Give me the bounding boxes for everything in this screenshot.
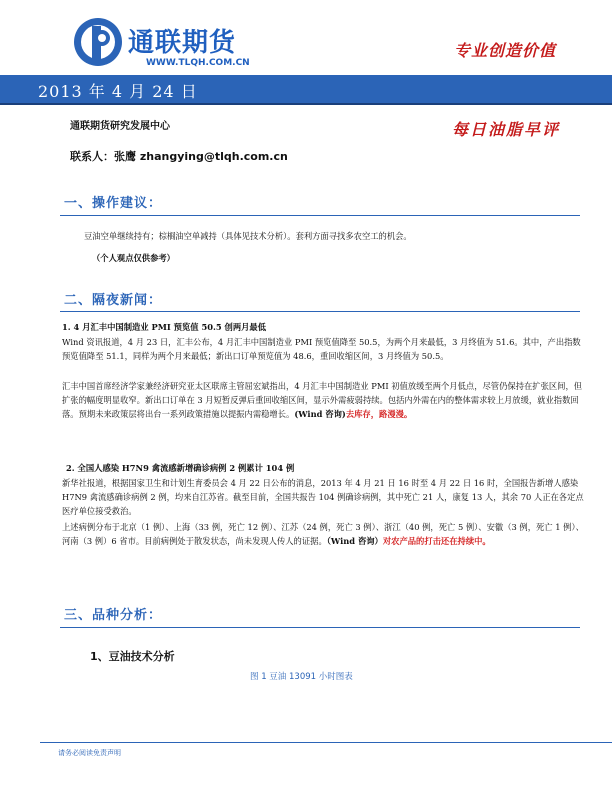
disclaimer-link[interactable]: 请务必阅读免责声明 bbox=[58, 749, 121, 757]
report-title: 每日油脂早评 bbox=[452, 120, 561, 139]
advice-note: （个人观点仅供参考） bbox=[92, 253, 175, 263]
news2-title: 2. 全国人感染 H7N9 禽流感新增确诊病例 2 例累计 104 例 bbox=[66, 463, 295, 473]
section-divider bbox=[60, 311, 580, 312]
advice-text: 豆油空单继续持有；棕榈油空单减持（具体见技术分析）。套利方面寻找多农空工的机会。 bbox=[84, 231, 412, 241]
news1-title: 1. 4 月汇丰中国制造业 PMI 预览值 50.5 创两月最低 bbox=[62, 322, 267, 332]
report-date: 2013 年 4 月 24 日 bbox=[38, 82, 198, 101]
contact-line bbox=[70, 148, 288, 164]
date-banner-underline bbox=[0, 103, 612, 105]
section-divider bbox=[60, 627, 580, 628]
subsection-soybean-oil: 1、豆油技术分析 bbox=[90, 650, 175, 663]
slogan: 专业创造价值 bbox=[454, 41, 557, 60]
news1-comment: 去库存，路漫漫。 bbox=[345, 409, 413, 419]
news1-paragraph1: Wind 资讯报道，4 月 23 日，汇丰公布，4 月汇丰中国制造业 PMI 预览值降至 50.5，为两个月来最低，3 月终值为 51.6。其中，产出指数预览值降至 51.1，同样为两个月来最低；新出口订单预览值为 48.6，重回收缩区间，3 月终值为 50.5。 bbox=[62, 337, 581, 361]
news1-source: (Wind 咨询) bbox=[294, 409, 346, 419]
section-title-advice: 一、操作建议： bbox=[64, 196, 163, 211]
news1-paragraph2 bbox=[62, 379, 587, 421]
brand-name: 通联期货 bbox=[128, 28, 237, 58]
section-title-analysis: 三、品种分析： bbox=[64, 608, 163, 623]
news2-paragraph1: 新华社报道，根据国家卫生和计划生育委员会 4 月 22 日公布的消息，2013 年 4 月 21 日 16 时至 4 月 22 日 16 时，全国报告新增人感染 H7N9 禽流感确诊病例 2 例，均来自江苏省。截至目前，全国共报告 104 例确诊病例，其中死亡 21 人，康复 13 人，其余 70 人正在各定点医疗单位接受救治。 bbox=[62, 478, 584, 516]
contact-label: 联系人：张鹰 bbox=[70, 150, 136, 163]
company-logo-icon bbox=[72, 14, 124, 70]
research-center: 通联期货研究发展中心 bbox=[70, 121, 170, 132]
section-title-news: 二、隔夜新闻： bbox=[64, 293, 163, 308]
news2-source: （Wind 咨询） bbox=[326, 536, 383, 546]
figure-caption: 图 1 豆油 13091 小时图表 bbox=[250, 672, 353, 682]
company-url: WWW.TLQH.COM.CN bbox=[146, 58, 250, 68]
news2-paragraph2-text: 上述病例分布于北京（1 例）、上海（33 例，死亡 12 例）、江苏（24 例，死亡 3 例）、浙江（40 例，死亡 5 例）、安徽（3 例，死亡 1 例）、河南（3 例）6 省市。目前病例处于散发状态，尚未发现人传人的证据。 bbox=[62, 522, 584, 546]
news2-paragraph2 bbox=[62, 520, 587, 548]
news2-comment: 对农产品的打击还在持续中。 bbox=[382, 536, 491, 546]
contact-email: zhangying@tlqh.com.cn bbox=[139, 150, 288, 163]
footer-divider bbox=[40, 742, 612, 743]
section-divider bbox=[60, 215, 580, 216]
news1-paragraph2-text: 汇丰中国首席经济学家兼经济研究亚太区联席主管屈宏斌指出，4 月汇丰中国制造业 PMI 初值放缓至两个月低点，尽管仍保持在扩张区间，但扩张的幅度明显收窄。新出口订单在 3 月短暂反弹后重回收缩区间，显示外需疲弱持续。包括内外需在内的整体需求较上月放缓，就业指数回落。预期未来政策层将出台一系列政策措施以提振内需稳增长。 bbox=[62, 381, 583, 419]
